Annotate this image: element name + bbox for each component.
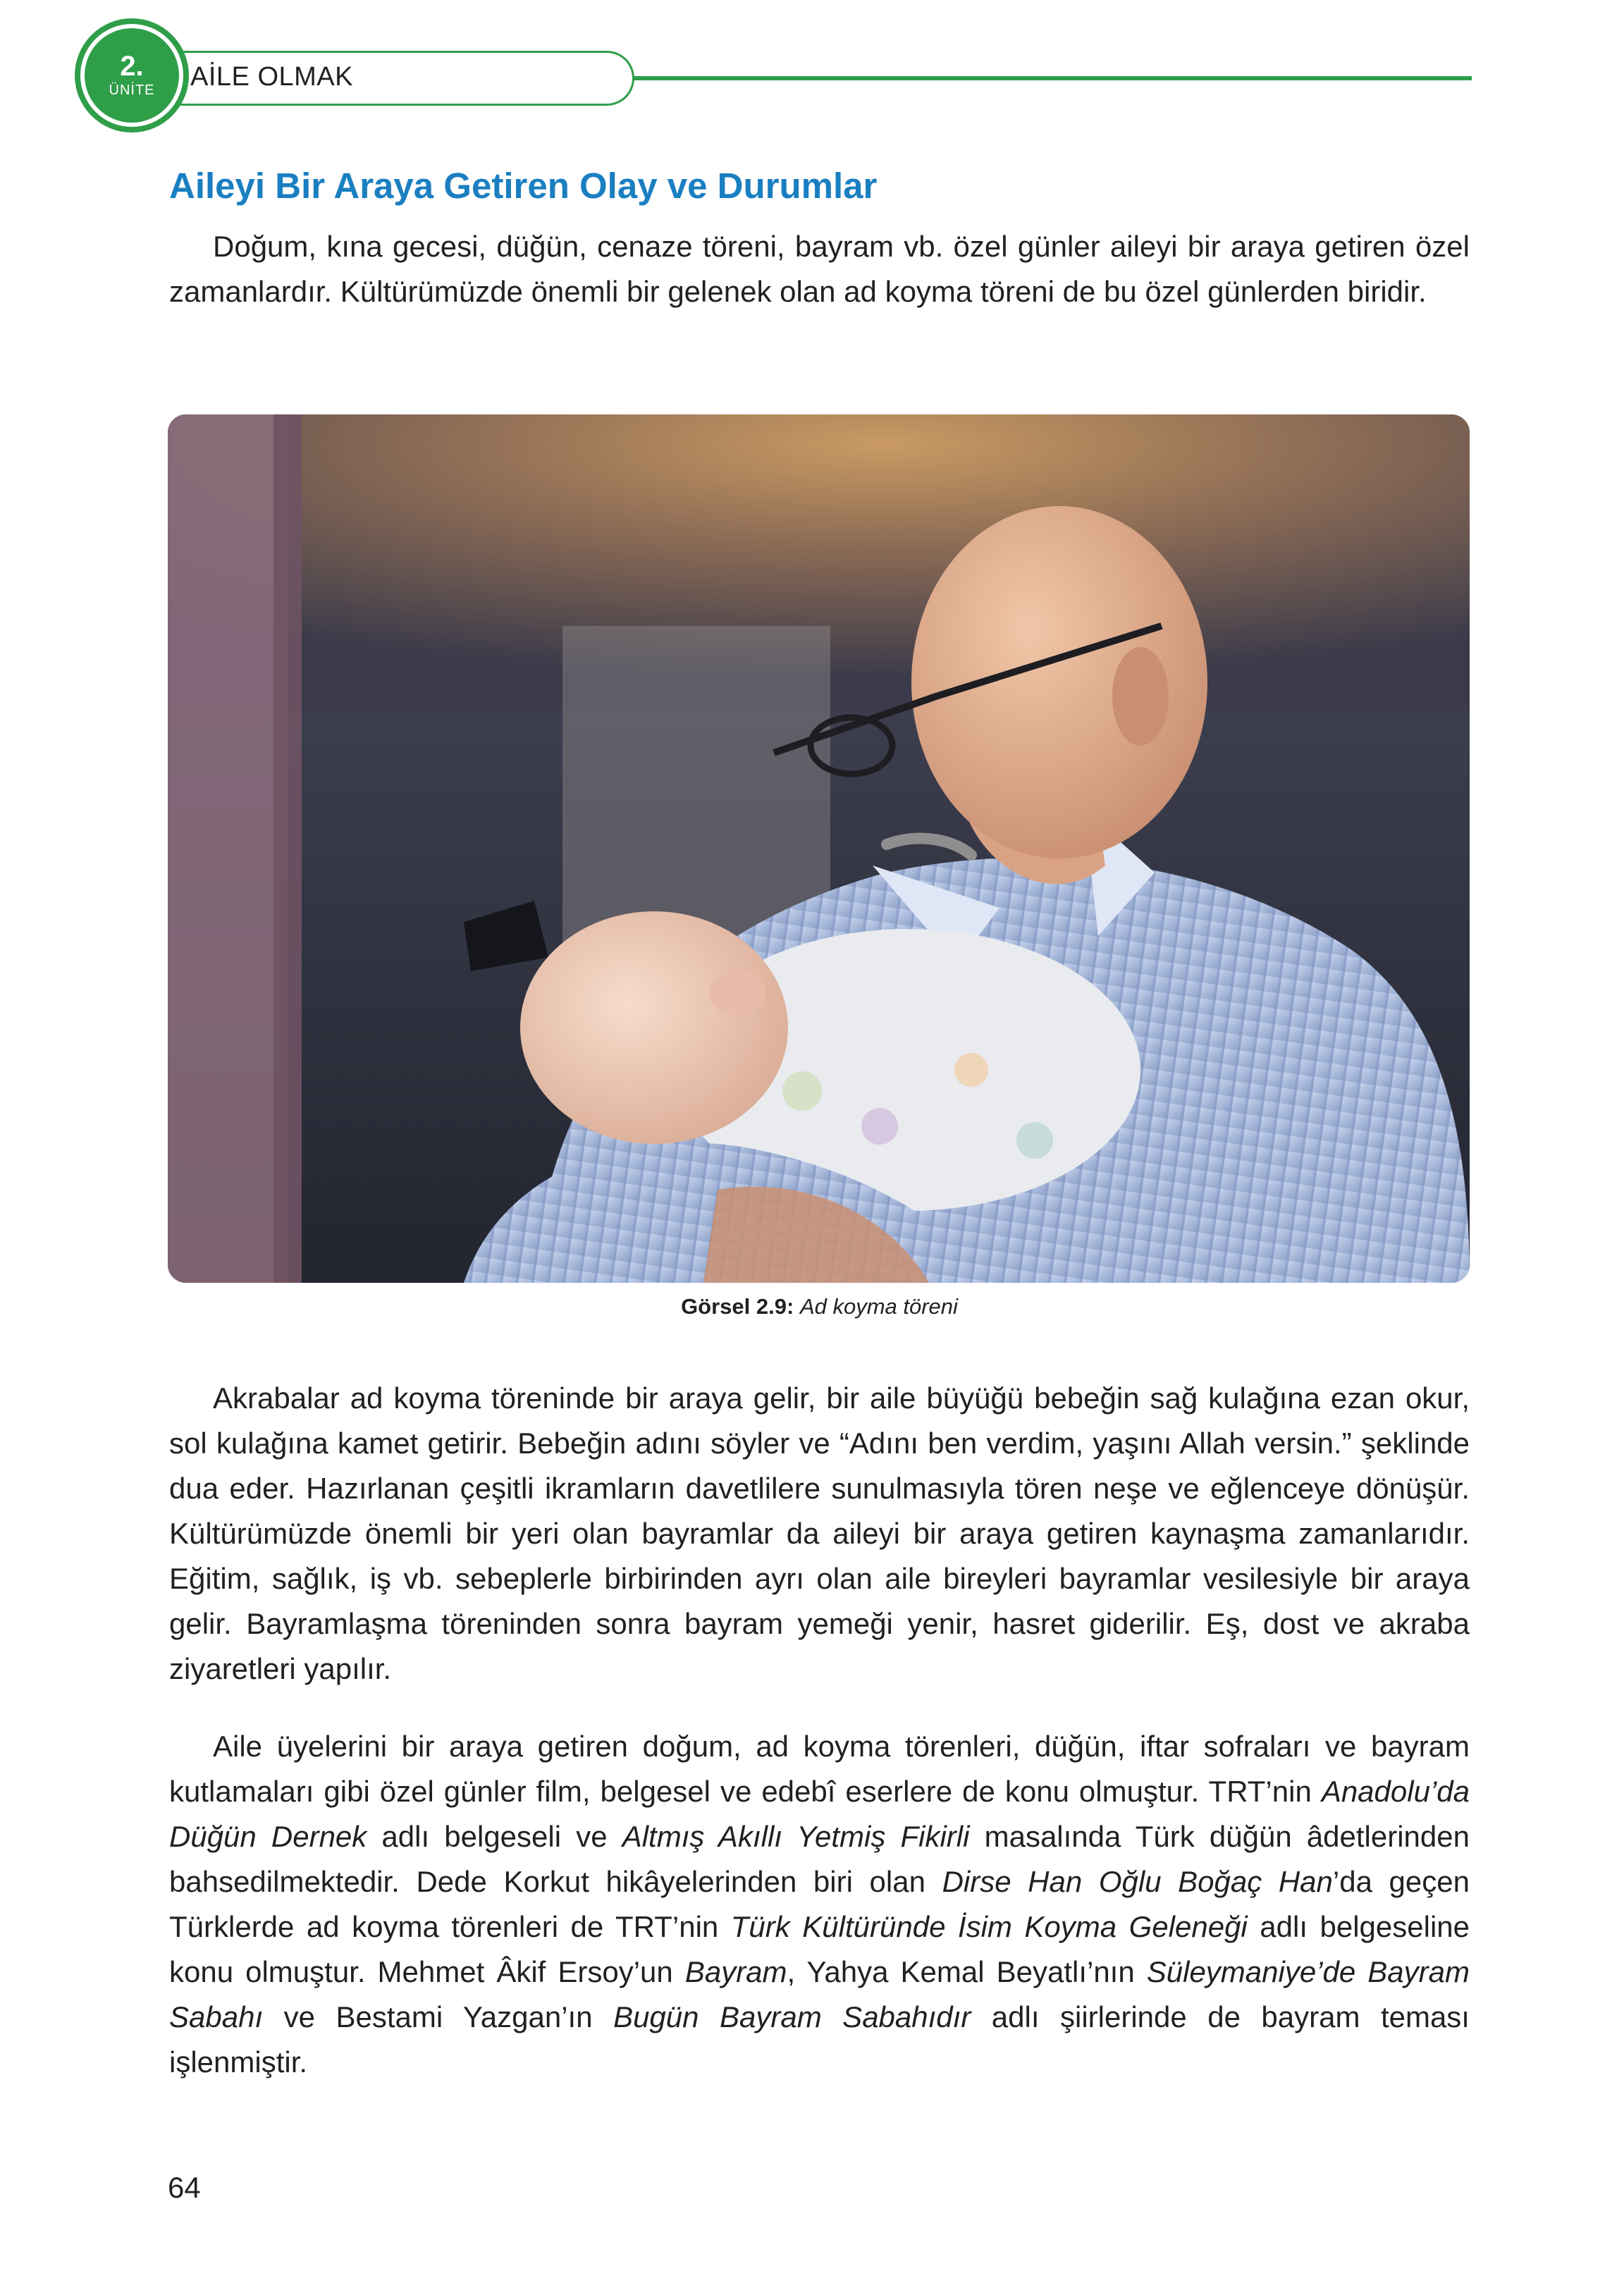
intro-paragraph: Doğum, kına gecesi, düğün, cenaze töreni, bayram vb. özel günler aileyi bir araya getiren özel zamanlardır. Kültürümüzde önemli bir gelenek olan ad koyma töreni de bu özel günlerden biridir. (169, 230, 1470, 308)
text-span: , Yahya Kemal Beyatlı’nın (787, 1955, 1147, 1988)
italic-title: Bayram (684, 1955, 787, 1988)
unit-title: AİLE OLMAK (190, 62, 353, 92)
text-span: adlı belgeseli ve (367, 1820, 622, 1853)
italic-title: Türk Kültüründe İsim Koyma Geleneği (730, 1910, 1248, 1943)
text-span: masalında Türk düğün âdetlerinden bahsedilmektedir. Dede Korkut hikâyelerinden biri olan (169, 1820, 1470, 1898)
photo-grandfather-holding-baby-icon (168, 414, 1470, 1283)
italic-title: Altmış Akıllı Yetmiş Fikirli (622, 1820, 970, 1853)
figure-caption (169, 1293, 1470, 1321)
text-span: adlı belgeseline konu olmuştur. Mehmet Âkif Ersoy’un (169, 1910, 1470, 1988)
body-paragraph-2: Akrabalar ad koyma töreninde bir araya gelir, bir aile büyüğü bebeğin sağ kulağına ezan okur, sol kulağına kamet getirir. Bebeğin adını söyler ve “Adını ben verdim, yaşını Allah versin.” şeklinde dua eder. Hazırlanan çeşitli ikramların davetlilere sunulmasıyla tören neşe ve eğlenceye dönüşür. Kültürümüzde önemli bir yeri olan bayramlar da aileyi bir araya getiren kaynaşma zamanlarıdır. Eğitim, sağlık, iş vb. sebeplerle birbirinden ayrı olan aile bireyleri bayramlar vesilesiyle bir araya gelir. Bayramlaşma töreninden sonra bayram yemeği yenir, hasret giderilir. Eş, dost ve akraba ziyaretleri yapılır. (169, 1381, 1470, 1685)
unit-word: ÜNİTE (109, 82, 155, 98)
figure-photo (168, 414, 1470, 1283)
text-span: adlı şiirlerinde de bayram teması işlenmiştir. (169, 2000, 1470, 2079)
italic-title: Süleymaniye’de Bayram Sabahı (169, 1955, 1470, 2033)
body-paragraph-3 (169, 1724, 1470, 2085)
italic-title: Bugün Bayram Sabahıdır (613, 2000, 971, 2033)
page-number: 64 (168, 2171, 201, 2204)
italic-title: Anadolu’da Düğün Dernek (169, 1775, 1470, 1853)
unit-badge (85, 28, 179, 123)
header-rule (620, 76, 1472, 80)
text-span: Aile üyelerini bir araya getiren doğum, ad koyma törenleri, düğün, iftar sofraları ve bayram kutlamaları gibi özel günler film, belgesel ve edebî eserlere de konu olmuştur. TRT’nin (169, 1730, 1470, 1808)
text-span: ve Bestami Yazgan’ın (263, 2000, 614, 2033)
italic-title: Dirse Han Oğlu Boğaç Han (942, 1865, 1333, 1898)
text-span: ’da geçen Türklerde ad koyma törenleri de TRT’nin (169, 1865, 1470, 1943)
figure-text: Ad koyma töreni (799, 1294, 958, 1319)
section-title: Aileyi Bir Araya Getiren Olay ve Durumlar (169, 166, 878, 206)
figure-label: Görsel 2.9: (681, 1294, 794, 1319)
unit-number: 2. (120, 51, 144, 82)
